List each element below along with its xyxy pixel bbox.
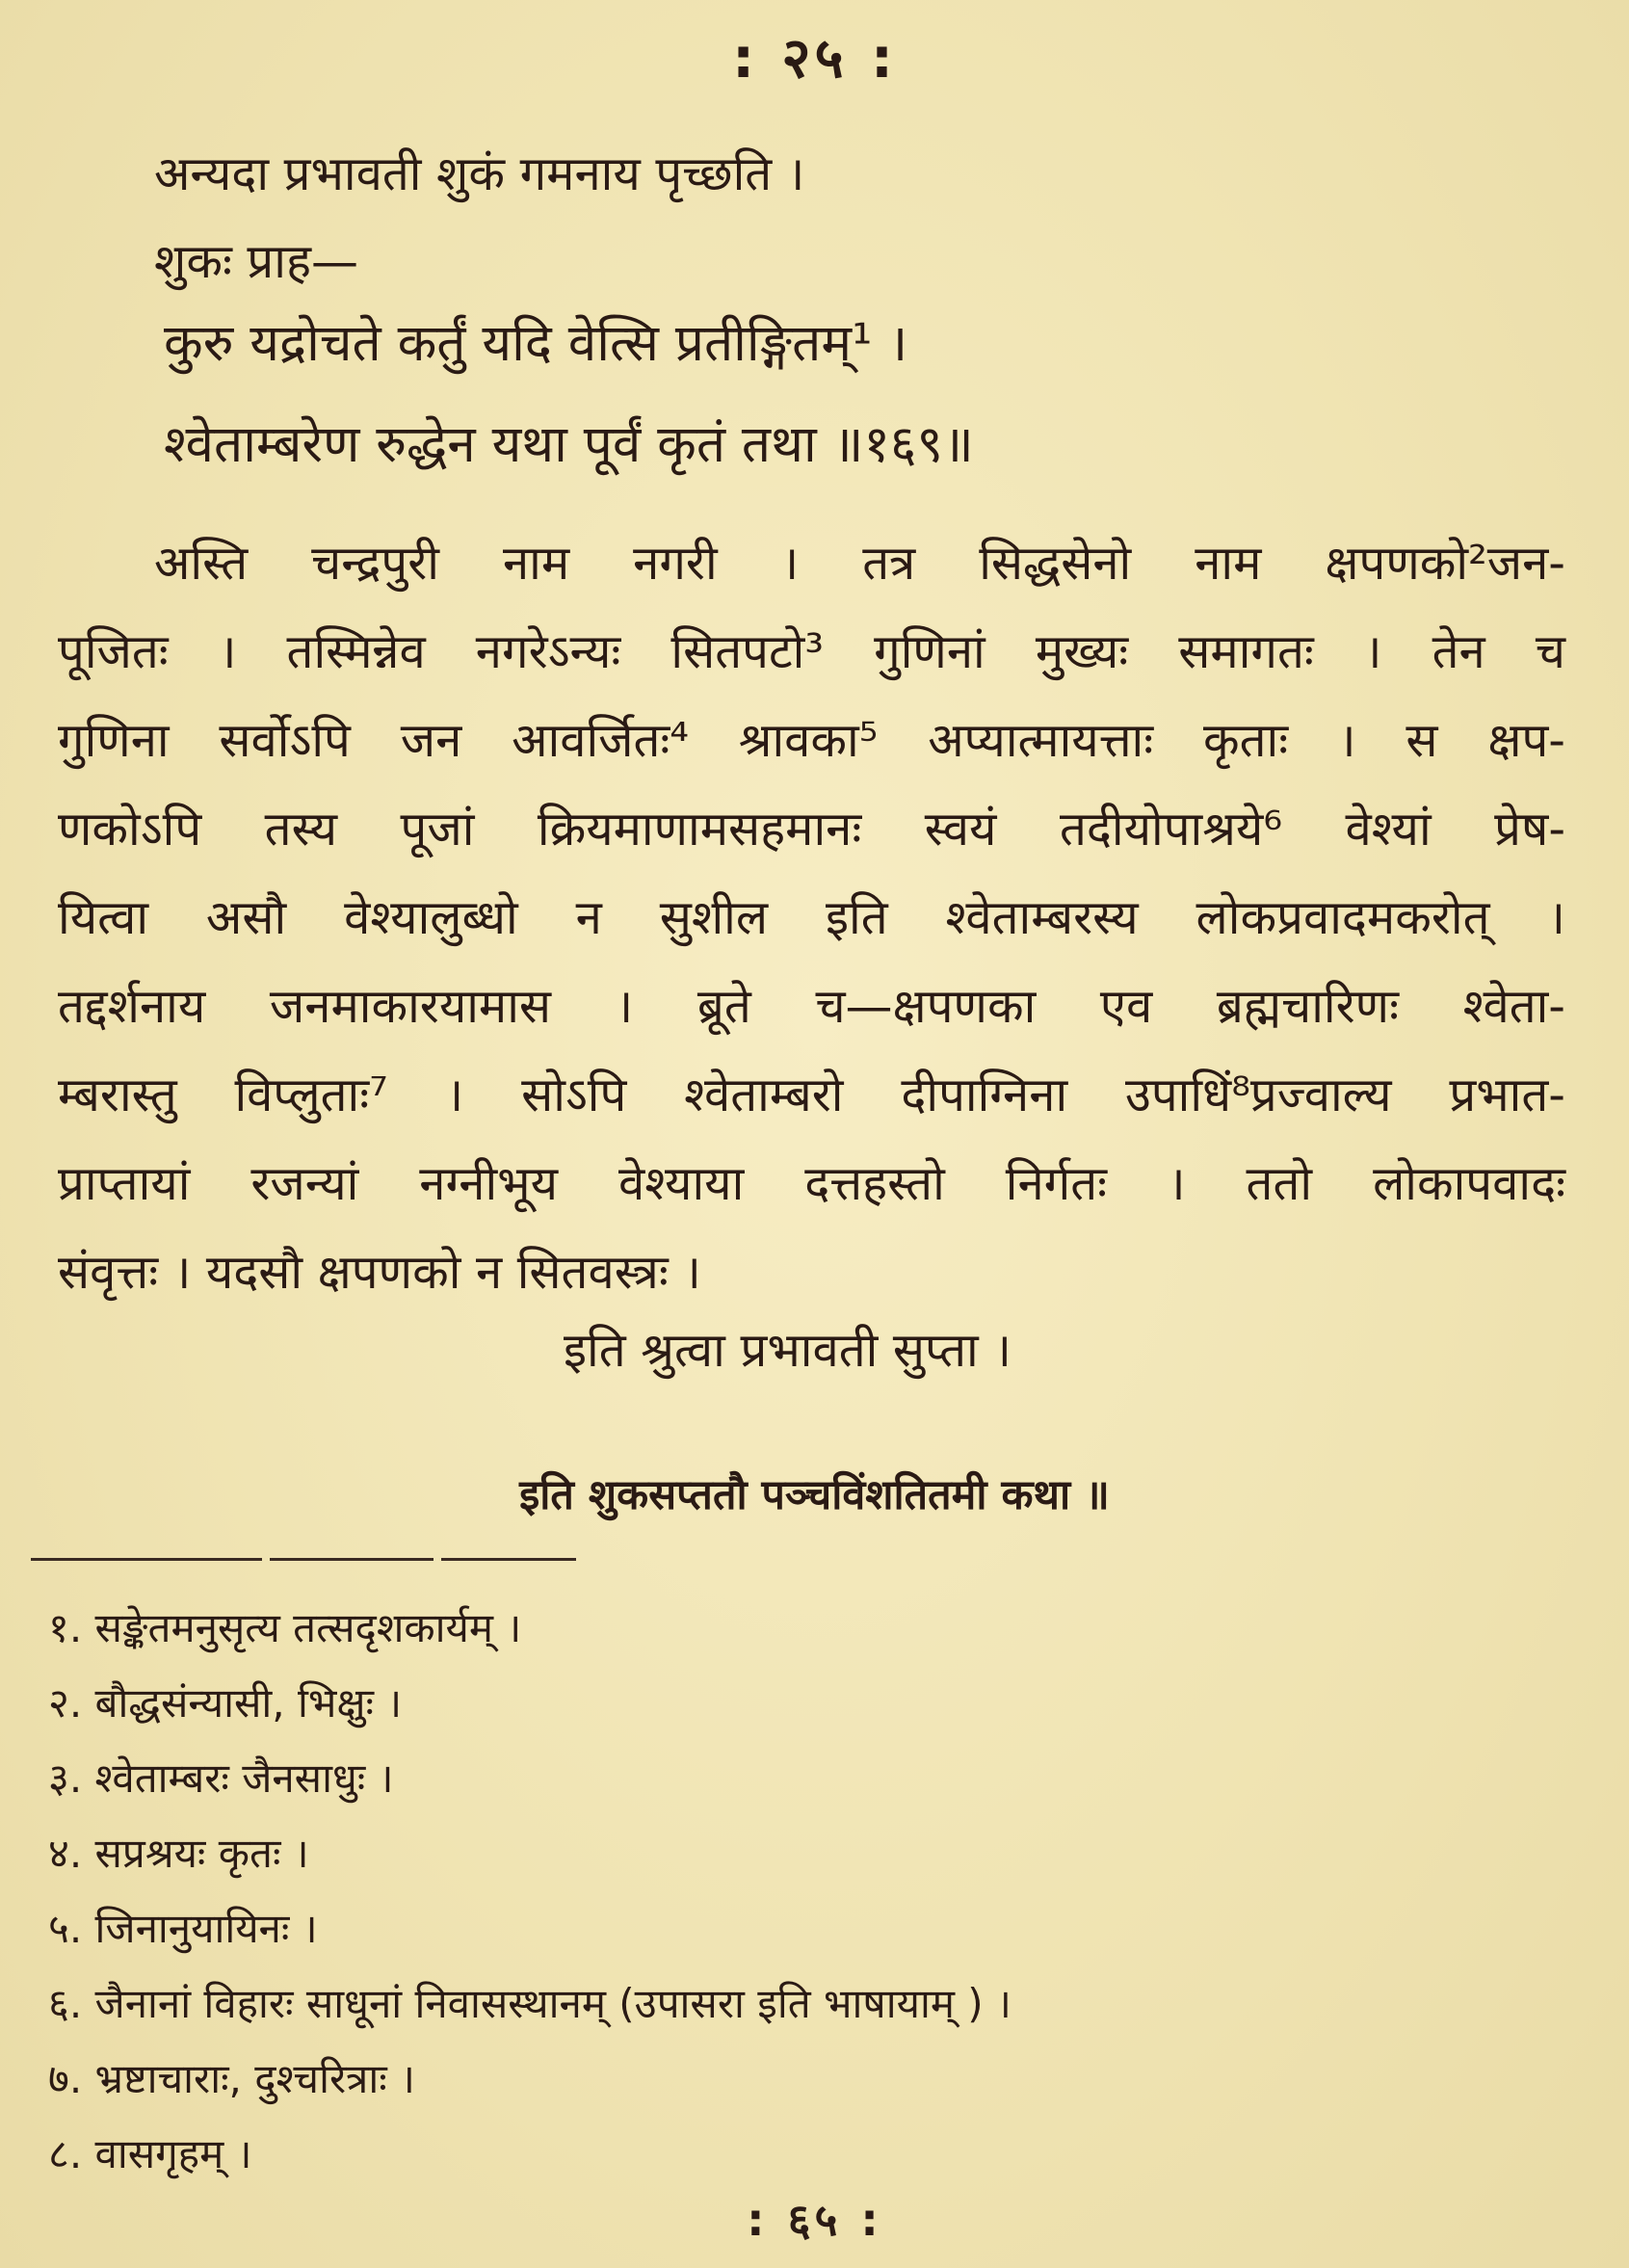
paragraph-line: णकोऽपि तस्य पूजां क्रियमाणामसहमानः स्वयं तदीयोपाश्रये⁶ वेश्यां प्रेष- (58, 802, 1565, 857)
paragraph-line: गुणिना सर्वोऽपि जन आवर्जितः⁴ श्रावका⁵ अप्यात्मायत्ताः कृताः । स क्षप- (58, 713, 1565, 768)
paragraph-line: म्बरास्तु विप्लुताः⁷ । सोऽपि श्वेताम्बरो दीपाग्निना उपाधिं⁸प्रज्वाल्य प्रभात- (58, 1068, 1565, 1122)
page-footer-number: : ६५ : (747, 2194, 882, 2246)
footnote-4: ४. सप्रश्रयः कृतः । (48, 1830, 309, 1877)
chapter-colophon: इति शुकसप्ततौ पञ्चविंशतितमी कथा ॥ (519, 1471, 1110, 1519)
footnote-2: २. बौद्धसंन्यासी, भिक्षुः । (48, 1679, 403, 1727)
closing-line: इति श्रुत्वा प्रभावती सुप्ता । (564, 1323, 1012, 1378)
paragraph-line: तद्दर्शनाय जनमाकारयामास । ब्रूते च—क्षपणका एव ब्रह्मचारिणः श्वेता- (58, 979, 1565, 1034)
paragraph-line: अस्ति चन्द्रपुरी नाम नगरी । तत्र सिद्धसेनो नाम क्षपणको²जन- (154, 536, 1565, 591)
footnote-6: ६. जैनानां विहारः साधूनां निवासस्थानम् (उपासरा इति भाषायाम् ) । (48, 1980, 1012, 2027)
speaker-line: शुकः प्राह— (154, 234, 359, 289)
footnote-1: १. सङ्केतमनुसृत्य तत्सदृशकार्यम् । (48, 1604, 522, 1651)
footnote-divider (270, 1558, 434, 1561)
intro-line: अन्यदा प्रभावती शुकं गमनाय पृच्छति । (154, 146, 805, 201)
page-header-number: : २५ : (731, 25, 898, 91)
footnote-7: ७. भ्रष्टाचाराः, दुश्चरित्राः । (48, 2055, 415, 2102)
paragraph-line: यित्वा असौ वेश्यालुब्धो न सुशील इति श्वेताम्बरस्य लोकप्रवादमकरोत् । (58, 890, 1565, 945)
paragraph-line: पूजितः । तस्मिन्नेव नगरेऽन्यः सितपटो³ गुणिनां मुख्यः समागतः । तेन च (58, 624, 1565, 679)
paragraph-line: संवृत्तः । यदसौ क्षपणको न सितवस्त्रः । (58, 1245, 701, 1300)
footnote-8: ८. वासगृहम् । (48, 2130, 252, 2177)
footnote-divider (31, 1558, 262, 1561)
paragraph-line: प्राप्तायां रजन्यां नग्नीभूय वेश्याया दत्तहस्तो निर्गतः । ततो लोकापवादः (58, 1156, 1565, 1211)
footnote-divider (441, 1558, 576, 1561)
verse-line-1: कुरु यद्रोचते कर्तुं यदि वेत्सि प्रतीङ्गितम्¹ । (164, 314, 908, 373)
footnote-5: ५. जिनानुयायिनः । (48, 1905, 318, 1952)
footnote-3: ३. श्वेताम्बरः जैनसाधुः । (48, 1754, 394, 1802)
verse-line-2: श्वेताम्बरेण रुद्धेन यथा पूर्वं कृतं तथा ॥१६९॥ (164, 415, 974, 474)
